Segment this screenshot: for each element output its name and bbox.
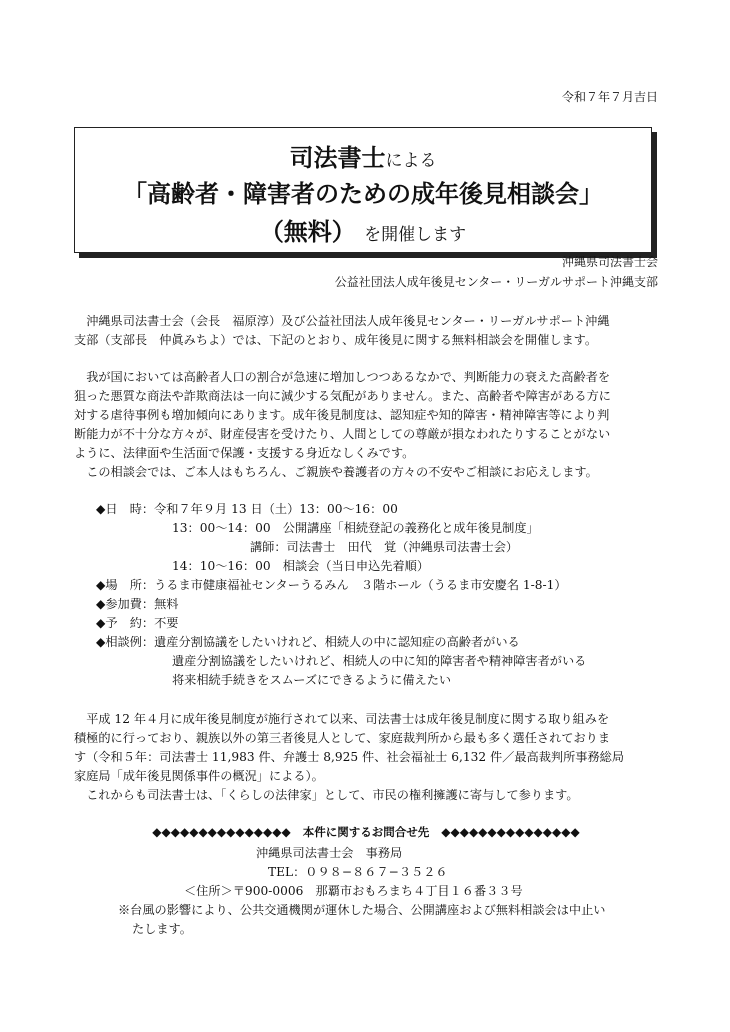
- event-example-1: ◆相談例：遺産分割協議をしたいけれど、相続人の中に認知症の高齢者がいる: [96, 635, 520, 649]
- background-line: 狙った悪質な商法や詐欺商法は一向に減少する気配がありません。また、高齢者や障害がある方に: [74, 389, 611, 403]
- event-details: [96, 500, 656, 690]
- background-line: 我が国においては高齢者人口の割合が急速に増加しつつあるなかで、判断能力の衰えた高齢者を: [86, 370, 611, 384]
- event-reservation: ◆予 約：不要: [96, 616, 179, 630]
- intro-line: 支部（支部長 仲眞みちよ）では、下記のとおり、成年後見に関する無料相談会を開催します。: [74, 333, 598, 347]
- contact-address: ＜住所＞〒900-0006 那覇市おもろまち４丁目１６番３３号: [184, 884, 523, 898]
- contact-heading: 本件に関するお問合せ先: [302, 825, 430, 839]
- diamond-divider-left: ◆◆◆◆◆◆◆◆◆◆◆◆◆◆◆: [152, 825, 291, 839]
- closing-line: す（令和５年：司法書士 11,983 件、弁護士 8,925 件、社会福祉士 6,132 件／最高裁判所事務総局: [74, 750, 625, 764]
- closing-line: 平成 12 年４月に成年後見制度が施行されて以来、司法書士は成年後見制度に関する取り組みを: [86, 712, 610, 726]
- title-main: 司法書士: [289, 144, 386, 172]
- diamond-divider-right: ◆◆◆◆◆◆◆◆◆◆◆◆◆◆◆: [441, 825, 580, 839]
- closing-line: 家庭局「成年後見関係事件の概況」による）。: [74, 769, 324, 783]
- title-announce: を開催します: [364, 225, 467, 245]
- note-line: ※台風の影響により、公共交通機関が運休した場合、公開講座および無料相談会は中止い: [118, 903, 606, 917]
- event-venue: ◆場 所：うるま市健康福祉センターうるみん ３階ホール（うるま市安慶名 1-8-1）: [96, 578, 567, 592]
- background-paragraph: [74, 368, 658, 482]
- closing-paragraph: [74, 710, 658, 805]
- title-line-2: 「高齢者・障害者のための成年後見相談会」: [123, 180, 603, 208]
- intro-line: 沖縄県司法書士会（会長 福原淳）及び公益社団法人成年後見センター・リーガルサポート沖縄: [86, 314, 610, 328]
- closing-line: これからも司法書士は、「くらしの法律家」として、市民の権利擁護に寄与して参ります。: [86, 788, 579, 802]
- issue-date: 令和７年７月吉日: [561, 90, 658, 104]
- event-session-consult: 14：10〜16：00 相談会（当日申込先着順）: [172, 559, 430, 573]
- event-example-3: 将来相続手続きをスムーズにできるように備えたい: [172, 673, 452, 687]
- background-line: ように、法律面や生活面で保護・支援する身近なしくみです。: [74, 446, 415, 460]
- organizer-1: 沖縄県司法書士会: [561, 255, 658, 269]
- weather-note: [118, 901, 658, 939]
- title-free: （無料）: [259, 218, 356, 246]
- background-line: 断能力が不十分な方々が、財産侵害を受けたり、人間としての尊厳が損なわれたりすることがない: [74, 427, 611, 441]
- intro-paragraph: [74, 312, 658, 350]
- event-fee: ◆参加費：無料: [96, 597, 179, 611]
- event-datetime: ◆日 時：令和７年９月 13 日（土）13：00〜16：00: [96, 502, 398, 516]
- note-line: たします。: [132, 922, 192, 936]
- event-example-2: 遺産分割協議をしたいけれど、相続人の中に知的障害者や精神障害者がいる: [172, 654, 587, 668]
- title-line-1: [75, 138, 651, 173]
- title-suffix: による: [385, 151, 437, 171]
- title-box: [74, 127, 652, 253]
- title-line-3: [75, 212, 651, 247]
- event-lecturer: 講師：司法書士 田代 覚（沖縄県司法書士会）: [250, 540, 519, 554]
- organizer-2: 公益社団法人成年後見センター・リーガルサポート沖縄支部: [334, 275, 658, 289]
- contact-tel: TEL：０９８−８６７−３５２６: [268, 865, 448, 879]
- event-session-lecture: 13：00〜14：00 公開講座「相続登記の義務化と成年後見制度」: [172, 521, 539, 535]
- contact-office: 沖縄県司法書士会 事務局: [256, 846, 403, 860]
- background-line: 対する虐待事例も増加傾向にあります。成年後見制度は、認知症や知的障害・精神障害等により判: [74, 408, 610, 422]
- background-line: この相談会では、ご本人はもちろん、ご親族や養護者の方々の不安やご相談にお応えします。: [86, 465, 598, 479]
- contact-header: [74, 824, 658, 840]
- closing-line: 積極的に行っており、親族以外の第三者後見人として、家庭裁判所から最も多く選任されておりま: [74, 731, 611, 745]
